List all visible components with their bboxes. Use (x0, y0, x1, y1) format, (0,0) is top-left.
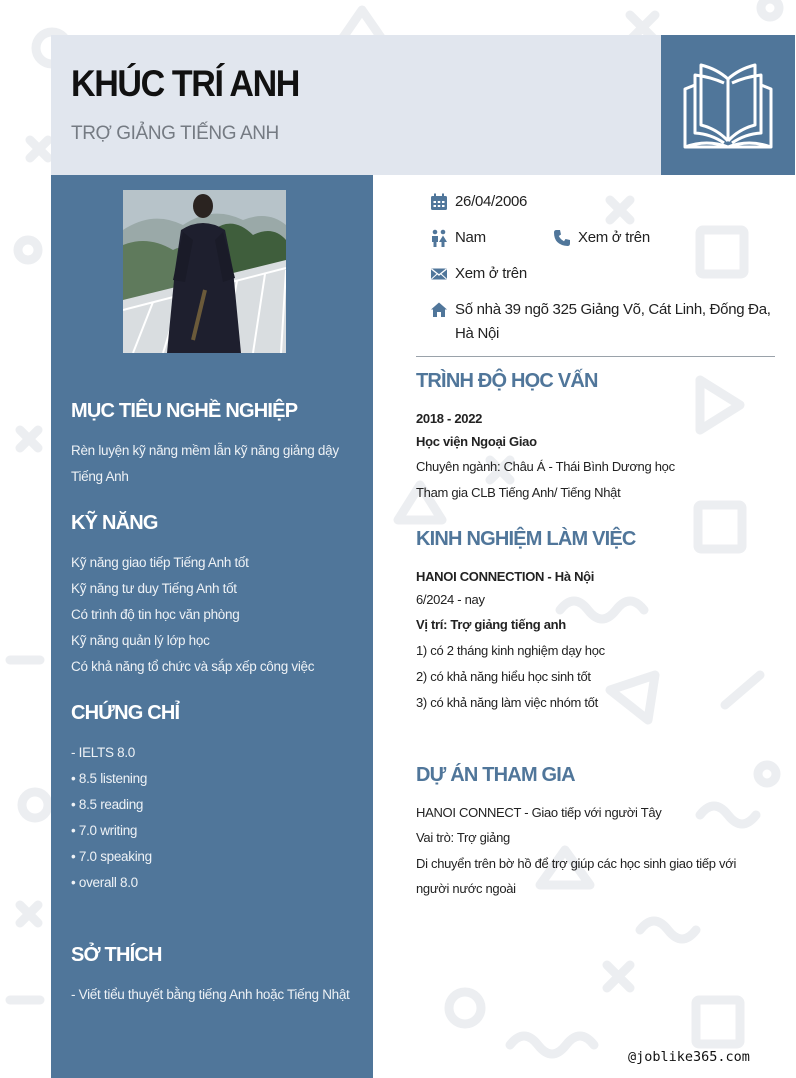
experience-period: 6/2024 - nay (416, 592, 485, 607)
gender-icon (430, 229, 448, 247)
certificates-heading: CHỨNG CHỈ (71, 702, 180, 724)
dob-value: 26/04/2006 (455, 193, 528, 210)
experience-item: 1) có 2 tháng kinh nghiệm dạy học (416, 643, 605, 658)
footer-credit: @joblike365.com (628, 1049, 750, 1065)
education-major: Chuyên ngành: Châu Á - Thái Bình Dương học (416, 459, 675, 474)
education-period: 2018 - 2022 (416, 411, 483, 426)
address-value: Số nhà 39 ngõ 325 Giảng Võ, Cát Linh, Đống Đa, Hà Nội (455, 301, 771, 342)
experience-item: 2) có khả năng hiểu học sinh tốt (416, 669, 591, 684)
skill-item: Kỹ năng quản lý lớp học (71, 633, 210, 648)
career-goal-heading: MỤC TIÊU NGHỀ NGHIỆP (71, 400, 298, 422)
career-goal-text: Rèn luyện kỹ năng mềm lẫn kỹ năng giảng dậy Tiếng Anh (71, 443, 339, 484)
experience-position: Vị trí: Trợ giảng tiếng anh (416, 617, 566, 632)
certificate-item: • 7.0 speaking (71, 849, 152, 864)
project-role: Vai trò: Trợ giảng (416, 830, 510, 845)
skills-heading: KỸ NĂNG (71, 512, 158, 534)
certificate-item: • overall 8.0 (71, 875, 138, 890)
calendar-icon (430, 193, 448, 211)
skill-item: Kỹ năng giao tiếp Tiếng Anh tốt (71, 555, 249, 570)
certificate-item: • 7.0 writing (71, 823, 138, 838)
header-icon-box (661, 35, 795, 175)
phone-icon (553, 229, 571, 247)
sidebar (51, 175, 373, 1078)
projects-heading: DỰ ÁN THAM GIA (416, 764, 575, 786)
hobbies-text: - Viết tiểu thuyết bằng tiếng Anh hoặc Tiếng Nhật (71, 987, 350, 1002)
skill-item: Có khả năng tổ chức và sắp xếp công việc (71, 659, 315, 674)
skills-list (71, 550, 361, 680)
project-name: HANOI CONNECT - Giao tiếp với người Tây (416, 805, 662, 820)
certificate-item: • 8.5 reading (71, 797, 144, 812)
experience-company: HANOI CONNECTION - Hà Nội (416, 569, 595, 584)
email-value: Xem ở trên (455, 265, 527, 282)
open-book-icon (679, 55, 777, 153)
skill-item: Có trình độ tin học văn phòng (71, 607, 240, 622)
dob-row (430, 190, 527, 214)
education-heading: TRÌNH ĐỘ HỌC VẤN (416, 370, 598, 392)
profile-photo (123, 190, 286, 353)
certificates-list (71, 740, 361, 896)
email-row (430, 262, 527, 286)
divider (416, 356, 775, 357)
home-icon (430, 301, 448, 319)
education-school: Học viện Ngoại Giao (416, 434, 537, 449)
email-icon (430, 265, 448, 283)
gender-value: Nam (455, 229, 486, 246)
certificate-item: - IELTS 8.0 (71, 745, 135, 760)
hobbies-heading: SỞ THÍCH (71, 944, 162, 966)
job-title: TRỢ GIẢNG TIẾNG ANH (71, 123, 279, 144)
experience-heading: KINH NGHIỆM LÀM VIỆC (416, 528, 636, 550)
gender-row (430, 226, 486, 250)
header (51, 35, 661, 175)
project-description: Di chuyển trên bờ hồ để trợ giúp các học sinh giao tiếp với người nước ngoài (416, 856, 737, 896)
experience-item: 3) có khả năng làm việc nhóm tốt (416, 695, 598, 710)
skill-item: Kỹ năng tư duy Tiếng Anh tốt (71, 581, 237, 596)
certificate-item: • 8.5 listening (71, 771, 148, 786)
phone-row (553, 226, 650, 250)
education-activity: Tham gia CLB Tiếng Anh/ Tiếng Nhật (416, 485, 621, 500)
address-row (430, 298, 775, 346)
candidate-name: KHÚC TRÍ ANH (71, 63, 300, 104)
phone-value: Xem ở trên (578, 229, 650, 246)
